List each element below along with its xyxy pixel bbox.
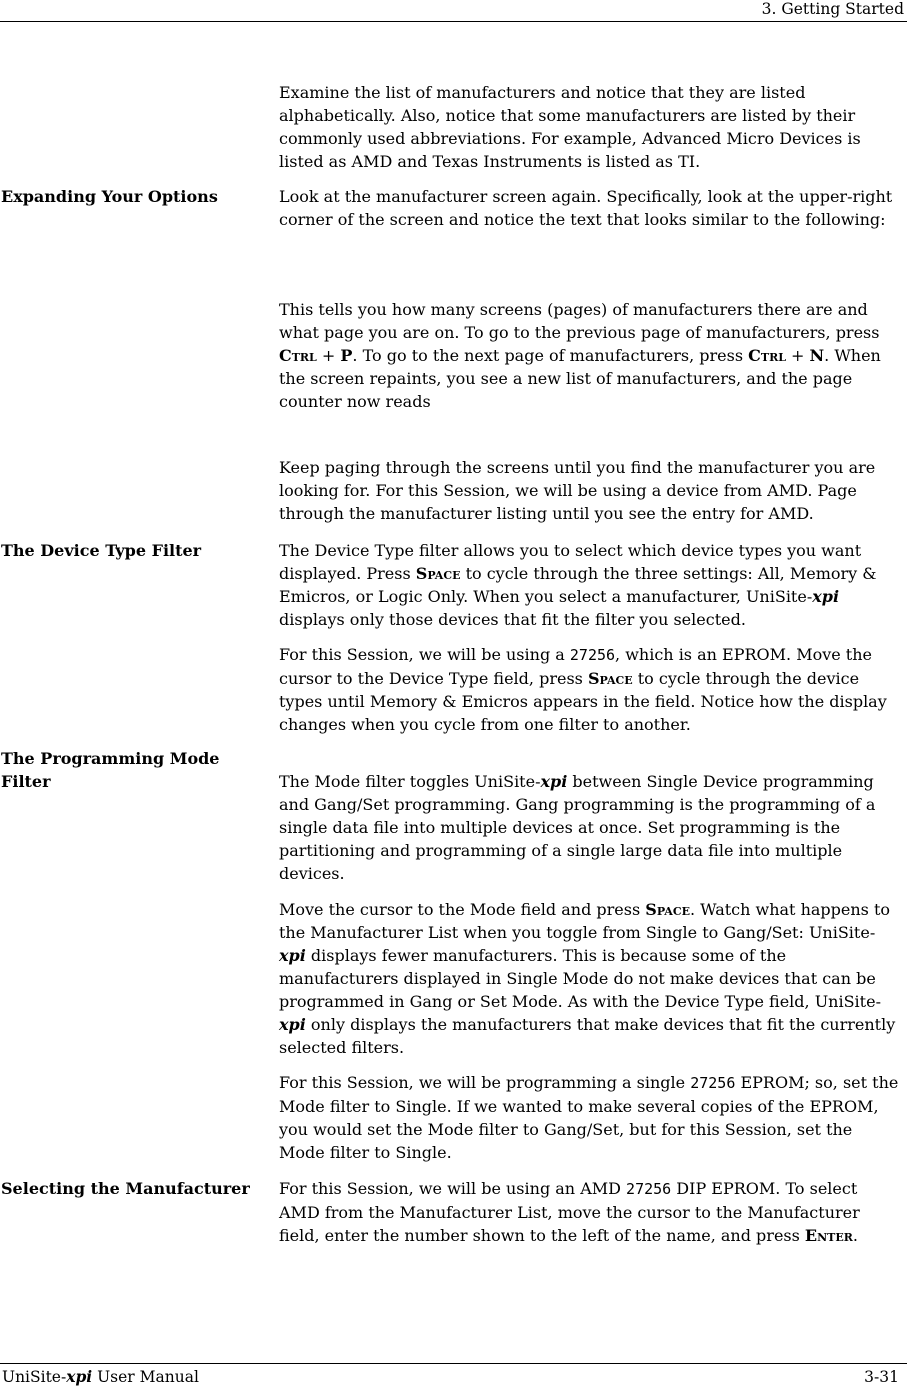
text-run: displays fewer manufacturers. This is because some of the manufacturers displayed in Single Mode do not make devices that can be programmed in Gang or Set Mode. As with the Device Type field, UniSite-	[279, 946, 881, 1011]
text-run: . Watch what happens to the Manufacturer List when you toggle from Single to Gang/Set: UniSite-	[279, 900, 891, 942]
text-run: Move the cursor to the Mode field and press	[279, 900, 646, 919]
footer-manual-title	[2, 1368, 199, 1386]
expanding-paragraph-3: Keep paging through the screens until you find the manufacturer you are looking for. For this Session, we will be using a device from AMD. Page through the manufacturer listing until you see the entry for AMD.	[279, 458, 876, 523]
text-run: For this Session, we will be programming a single	[279, 1073, 691, 1092]
heading-line: The Programming Mode	[1, 749, 220, 768]
text-run: +	[785, 346, 810, 365]
text-run: between Single Device programming and Gang/Set programming. Gang programming is the programming of a single data file into multiple devices at once. Set programming is the partitioning and programming of a single large data file into multiple devices.	[279, 772, 876, 883]
heading-selecting-the-manufacturer: Selecting the Manufacturer	[1, 1179, 250, 1198]
part-number: 27256	[626, 1180, 672, 1198]
manual-label: User Manual	[92, 1368, 199, 1386]
footer-rule	[0, 1363, 907, 1364]
text-run: to cycle through the device types until Memory & Emicros appears in the field. Notice how the display changes when you cycle from one filter to another.	[279, 669, 887, 734]
text-run: , which is an EPROM. Move the cursor to the Device Type field, press	[279, 645, 873, 688]
text-run: .	[852, 1226, 858, 1245]
text-run: This tells you how many screens (pages) of manufacturers there are and what page you are on. To go to the previous page of manufacturers, press	[279, 300, 880, 342]
key-p: P	[340, 346, 353, 365]
key-space: Space	[645, 900, 690, 919]
text-run: DIP EPROM. To select AMD from the Manufacturer List, move the cursor to the Manufacturer field, enter the number shown to the left of the name, and press	[279, 1179, 860, 1245]
text-run: . To go to the next page of manufacturers, press	[352, 346, 749, 365]
product-name-xpi: xpi	[66, 1367, 93, 1386]
product-prefix: UniSite-	[2, 1368, 67, 1386]
key-space: Space	[415, 564, 461, 583]
product-name-xpi: xpi	[540, 772, 568, 791]
text-run: The Mode filter toggles UniSite-	[279, 772, 541, 791]
heading-device-type-filter: The Device Type Filter	[1, 541, 202, 560]
programming-mode-paragraph-1	[279, 770, 902, 885]
heading-expanding-your-options: Expanding Your Options	[1, 187, 218, 206]
text-run: . When the screen repaints, you see a new list of manufacturers, and the page counter now reads	[279, 346, 881, 411]
text-run: +	[316, 346, 341, 365]
text-run: to cycle through the three settings: All, Memory & Emicros, or Logic Only. When you select a manufacturer, UniSite-	[279, 564, 877, 606]
text-run: displays only those devices that fit the filter you selected.	[279, 610, 746, 629]
expanding-paragraph-1: Look at the manufacturer screen again. Specifically, look at the upper-right corner of the screen and notice the text that looks similar to the following:	[279, 187, 893, 229]
expanding-paragraph-2	[279, 298, 902, 413]
text-run: For this Session, we will be using a	[279, 645, 570, 664]
programming-mode-paragraph-3	[279, 1071, 902, 1164]
heading-programming-mode-filter	[1, 747, 266, 793]
programming-mode-paragraph-2	[279, 898, 902, 1059]
page-number: 3-31	[864, 1368, 899, 1386]
part-number: 27256	[569, 646, 616, 664]
text-run: The Device Type filter allows you to select which device types you want displayed. Press	[279, 541, 862, 583]
text-run: only displays the manufacturers that make devices that fit the currently selected filters.	[279, 1015, 896, 1057]
heading-line: Filter	[1, 772, 51, 791]
header-rule	[0, 21, 907, 22]
text-run: EPROM; so, set the Mode filter to Single. If we wanted to make several copies of the EPROM, you would set the Mode filter to Gang/Set, but for this Session, set the Mode filter to Single.	[279, 1073, 899, 1162]
device-type-paragraph-2	[279, 643, 902, 736]
key-ctrl: Ctrl	[748, 346, 786, 365]
running-head: 3. Getting Started	[761, 0, 904, 18]
key-space: Space	[587, 669, 633, 688]
intro-paragraph: Examine the list of manufacturers and notice that they are listed alphabetically. Also, notice that some manufacturers are listed by their commonly used abbreviations. For example, Advanced Micro Devices is listed as AMD and Texas Instruments is listed as TI.	[279, 83, 861, 171]
product-name-xpi: xpi	[279, 1015, 306, 1034]
text-run: For this Session, we will be using an AMD	[279, 1179, 627, 1198]
selecting-paragraph-1	[279, 1177, 902, 1247]
product-name-xpi: xpi	[812, 587, 840, 606]
device-type-paragraph-1	[279, 539, 902, 631]
key-n: N	[809, 346, 825, 365]
key-ctrl: Ctrl	[279, 346, 317, 365]
key-enter: Enter	[804, 1226, 853, 1245]
product-name-xpi: xpi	[279, 946, 306, 965]
part-number: 27256	[690, 1074, 736, 1092]
